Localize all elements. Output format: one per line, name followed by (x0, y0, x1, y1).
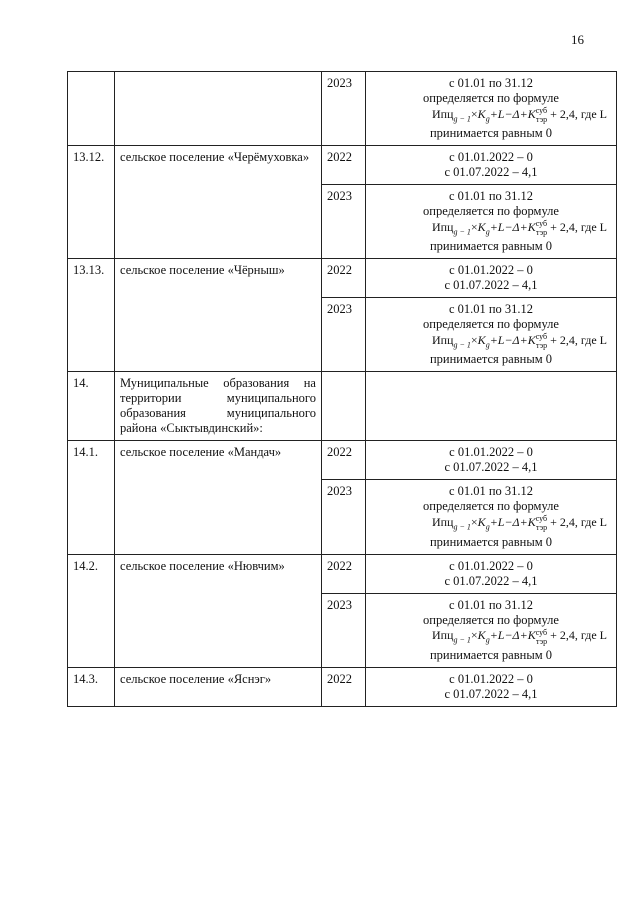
value-cell (366, 554, 617, 593)
table-row (68, 146, 617, 185)
year-cell: 2022 (322, 146, 366, 185)
formula-k2-sup: суб (535, 332, 548, 342)
formula-suffix: + 2,4, где L (547, 333, 607, 348)
value-line: определяется по формуле (423, 499, 559, 514)
value-cell (366, 372, 617, 441)
formula-suffix: + 2,4, где L (547, 515, 607, 530)
value-cell (366, 298, 617, 372)
formula-plus-l: +L−Δ+ (489, 515, 528, 530)
formula-k2: K (527, 106, 536, 121)
formula (371, 514, 611, 534)
value-line: с 01.01 по 31.12 (448, 302, 534, 317)
formula-k2-sup: суб (535, 106, 548, 115)
year-cell: 2023 (322, 72, 366, 146)
value-line: с 01.01.2022 – 0 (449, 445, 533, 460)
formula-times: × (470, 515, 478, 530)
formula (371, 628, 611, 648)
formula-times: × (470, 333, 478, 348)
formula-k: K (477, 333, 486, 348)
formula-prefix: Ипц (431, 628, 454, 643)
value-cell (366, 146, 617, 185)
formula-times: × (470, 219, 478, 234)
value-line: определяется по формуле (423, 612, 559, 627)
formula-suffix: + 2,4, где L (547, 106, 607, 121)
formula-k-sub: g (485, 340, 490, 350)
value-line: с 01.01 по 31.12 (448, 597, 534, 612)
value-cell (366, 185, 617, 259)
value-line: с 01.07.2022 – 4,1 (444, 573, 538, 588)
formula-k-sub: g (485, 635, 490, 645)
year-cell (322, 372, 366, 441)
formula-k2: K (527, 515, 536, 530)
value-line: определяется по формуле (423, 317, 559, 332)
table-row (68, 72, 617, 146)
formula-k2-sub: тэр (536, 636, 548, 646)
value-cell (366, 480, 617, 554)
municipality-name: сельское поселение «Мандач» (115, 441, 322, 554)
value-cell (366, 593, 617, 667)
row-number: 13.13. (68, 259, 115, 372)
row-number: 14.1. (68, 441, 115, 554)
row-number: 14.2. (68, 554, 115, 667)
formula-prefix-sub: g − 1 (453, 227, 471, 237)
value-line: с 01.07.2022 – 4,1 (444, 686, 538, 701)
formula-prefix: Ипц (431, 515, 454, 530)
value-line: с 01.07.2022 – 4,1 (444, 460, 538, 475)
page-number: 16 (571, 32, 584, 47)
formula-k: K (477, 515, 486, 530)
formula-k2-sub: тэр (536, 228, 548, 238)
formula-prefix-sub: g − 1 (453, 114, 471, 124)
formula-plus-l: +L−Δ+ (489, 333, 528, 348)
value-line: с 01.07.2022 – 4,1 (444, 165, 538, 180)
formula-times: × (470, 106, 478, 121)
formula-k2-sup: суб (535, 514, 548, 524)
formula-k2-sup: суб (535, 219, 548, 229)
formula-plus-l: +L−Δ+ (489, 219, 528, 234)
value-line: с 01.01.2022 – 0 (449, 150, 533, 165)
year-cell: 2023 (322, 185, 366, 259)
municipality-name: Муниципальные образования на территории муниципального образования муниципального района «Сыктывдинский»: (115, 372, 322, 441)
formula-plus-l: +L−Δ+ (489, 628, 528, 643)
year-cell: 2022 (322, 667, 366, 706)
year-cell: 2023 (322, 480, 366, 554)
municipality-name: сельское поселение «Яснэг» (115, 667, 322, 706)
table-row (68, 554, 617, 593)
value-cell (366, 259, 617, 298)
formula (371, 219, 611, 239)
tariff-table (67, 71, 617, 707)
formula-k: K (477, 219, 486, 234)
formula-tail: принимается равным 0 (429, 534, 553, 549)
formula-k2-sub: тэр (536, 523, 548, 533)
formula-tail: принимается равным 0 (429, 126, 553, 141)
formula-suffix: + 2,4, где L (547, 219, 607, 234)
formula-k2-sub: тэр (536, 115, 548, 124)
formula-prefix-sub: g − 1 (453, 635, 471, 645)
municipality-name: сельское поселение «Нювчим» (115, 554, 322, 667)
value-line: с 01.01.2022 – 0 (449, 558, 533, 573)
formula-k2: K (527, 219, 536, 234)
formula-k-sub: g (485, 522, 490, 532)
formula-k-sub: g (485, 227, 490, 237)
row-number: 13.12. (68, 146, 115, 259)
formula-k2-sup: суб (535, 627, 548, 637)
value-line: с 01.07.2022 – 4,1 (444, 278, 538, 293)
value-cell (366, 667, 617, 706)
row-number: 14. (68, 372, 115, 441)
formula-k2: K (527, 628, 536, 643)
formula-prefix-sub: g − 1 (453, 522, 471, 532)
municipality-name: сельское поселение «Черёмуховка» (115, 146, 322, 259)
value-cell (366, 72, 617, 146)
year-cell: 2022 (322, 441, 366, 480)
table-row (68, 372, 617, 441)
formula-k-sub: g (485, 114, 490, 124)
formula-k: K (477, 628, 486, 643)
formula-prefix-sub: g − 1 (453, 340, 471, 350)
value-line: с 01.01.2022 – 0 (449, 263, 533, 278)
value-line: определяется по формуле (423, 91, 559, 105)
year-cell: 2023 (322, 593, 366, 667)
table-row (68, 667, 617, 706)
table-row (68, 441, 617, 480)
formula-times: × (470, 628, 478, 643)
formula-tail: принимается равным 0 (429, 239, 553, 254)
formula-k: K (477, 106, 486, 121)
year-cell: 2022 (322, 554, 366, 593)
formula-suffix: + 2,4, где L (547, 628, 607, 643)
row-number (68, 72, 115, 146)
value-line: с 01.01.2022 – 0 (449, 671, 533, 686)
formula-prefix: Ипц (431, 106, 454, 121)
value-line: определяется по формуле (423, 204, 559, 219)
value-line: с 01.01 по 31.12 (448, 76, 534, 90)
formula (371, 106, 611, 126)
formula-tail: принимается равным 0 (429, 352, 553, 367)
formula-k2-sub: тэр (536, 341, 548, 351)
table-row (68, 259, 617, 298)
year-cell: 2023 (322, 298, 366, 372)
formula-prefix: Ипц (431, 219, 454, 234)
municipality-name: сельское поселение «Чёрныш» (115, 259, 322, 372)
formula (371, 332, 611, 352)
value-cell (366, 441, 617, 480)
value-line: с 01.01 по 31.12 (448, 484, 534, 499)
year-cell: 2022 (322, 259, 366, 298)
municipality-name (115, 72, 322, 146)
row-number: 14.3. (68, 667, 115, 706)
formula-plus-l: +L−Δ+ (489, 106, 528, 121)
formula-prefix: Ипц (431, 333, 454, 348)
formula-k2: K (527, 333, 536, 348)
formula-tail: принимается равным 0 (429, 647, 553, 662)
value-line: с 01.01 по 31.12 (448, 189, 534, 204)
